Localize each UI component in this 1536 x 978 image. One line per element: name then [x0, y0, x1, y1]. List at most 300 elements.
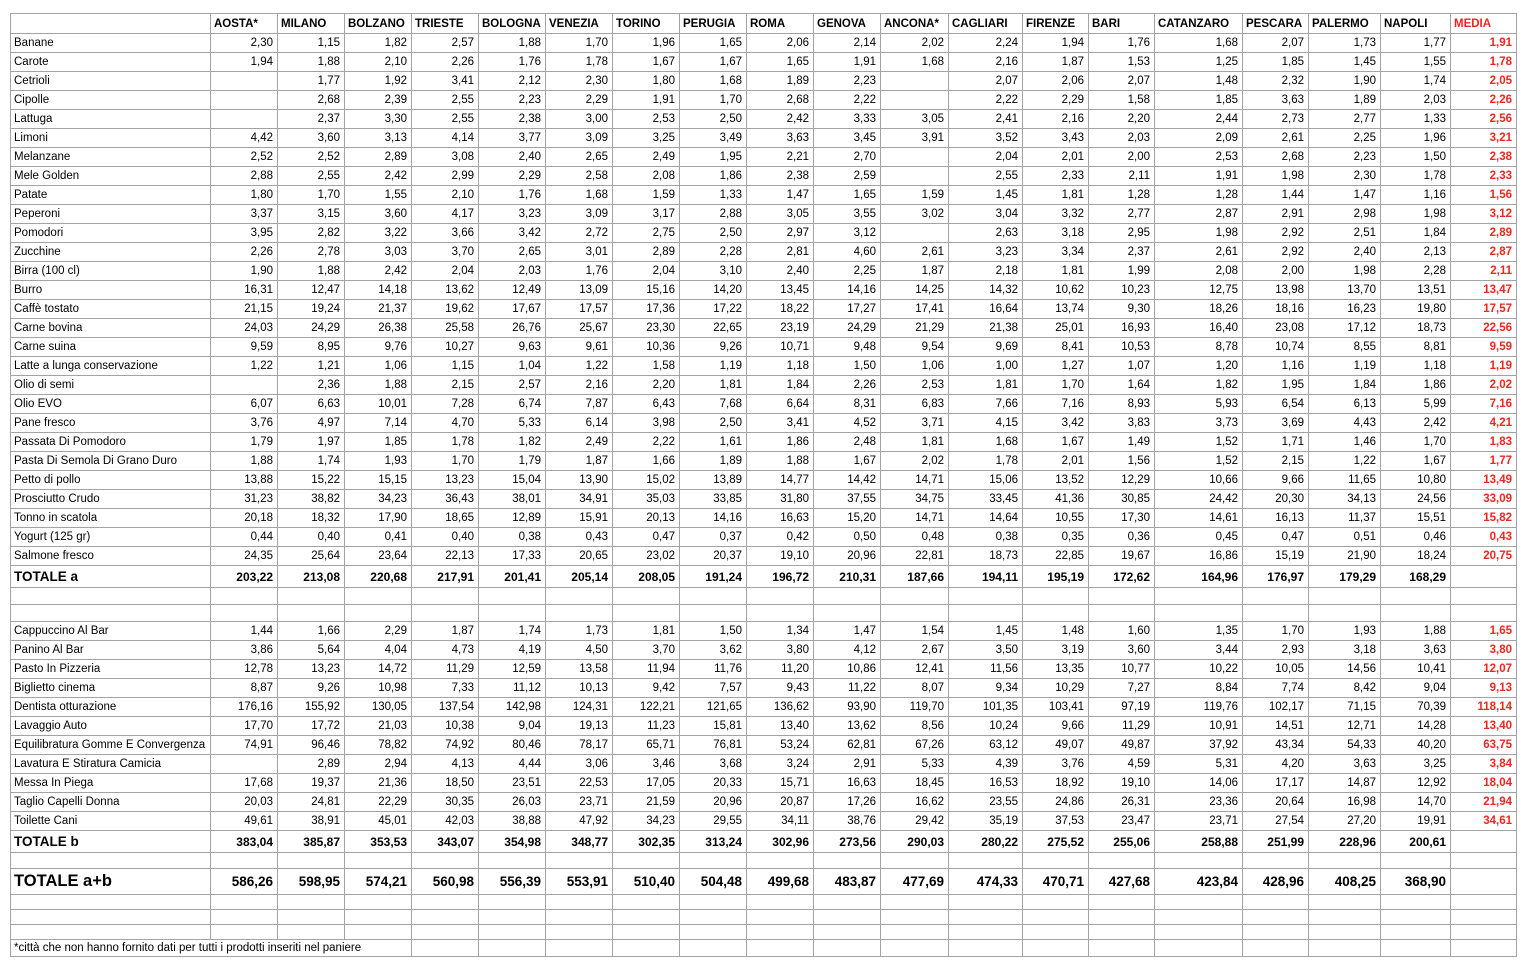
- price-cell[interactable]: 0,47: [613, 528, 680, 547]
- price-cell[interactable]: 195,19: [1023, 566, 1089, 588]
- price-cell[interactable]: 3,24: [747, 755, 814, 774]
- product-label[interactable]: Carote: [11, 53, 211, 72]
- price-cell[interactable]: 3,18: [1309, 641, 1381, 660]
- price-cell[interactable]: 2,53: [881, 376, 949, 395]
- price-cell[interactable]: 3,43: [1023, 129, 1089, 148]
- price-cell[interactable]: 2,03: [1089, 129, 1155, 148]
- price-cell[interactable]: 16,86: [1155, 547, 1243, 566]
- price-cell[interactable]: 8,87: [211, 679, 278, 698]
- price-cell[interactable]: 40,20: [1381, 736, 1451, 755]
- price-cell[interactable]: 12,89: [479, 509, 546, 528]
- price-cell[interactable]: 2,36: [278, 376, 345, 395]
- price-cell[interactable]: 2,77: [1309, 110, 1381, 129]
- price-cell[interactable]: 2,40: [747, 262, 814, 281]
- price-cell[interactable]: 70,39: [1381, 698, 1451, 717]
- price-cell[interactable]: 3,80: [747, 641, 814, 660]
- price-cell[interactable]: 6,64: [747, 395, 814, 414]
- price-cell[interactable]: 26,03: [479, 793, 546, 812]
- price-cell[interactable]: 1,76: [479, 53, 546, 72]
- price-cell[interactable]: 11,56: [949, 660, 1023, 679]
- price-cell[interactable]: 1,78: [1381, 167, 1451, 186]
- price-cell[interactable]: 354,98: [479, 831, 546, 853]
- price-cell[interactable]: 2,95: [1089, 224, 1155, 243]
- price-cell[interactable]: 2,06: [747, 34, 814, 53]
- media-cell[interactable]: 2,33: [1451, 167, 1517, 186]
- price-cell[interactable]: 1,45: [949, 622, 1023, 641]
- price-cell[interactable]: [881, 91, 949, 110]
- price-cell[interactable]: 38,01: [479, 490, 546, 509]
- price-cell[interactable]: 15,06: [949, 471, 1023, 490]
- price-cell[interactable]: 2,26: [211, 243, 278, 262]
- price-cell[interactable]: 13,90: [546, 471, 613, 490]
- empty-cell[interactable]: [1451, 910, 1517, 925]
- price-cell[interactable]: 33,85: [680, 490, 747, 509]
- price-cell[interactable]: 17,30: [1089, 509, 1155, 528]
- price-cell[interactable]: 8,42: [1309, 679, 1381, 698]
- price-cell[interactable]: 8,07: [881, 679, 949, 698]
- price-cell[interactable]: 2,55: [412, 110, 479, 129]
- empty-cell[interactable]: [747, 940, 814, 957]
- price-cell[interactable]: 3,42: [1023, 414, 1089, 433]
- empty-cell[interactable]: [881, 605, 949, 622]
- price-cell[interactable]: 1,73: [1309, 34, 1381, 53]
- price-cell[interactable]: 273,56: [814, 831, 881, 853]
- empty-cell[interactable]: [479, 910, 546, 925]
- price-cell[interactable]: 1,18: [1381, 357, 1451, 376]
- price-cell[interactable]: 2,70: [814, 148, 881, 167]
- price-cell[interactable]: 21,15: [211, 300, 278, 319]
- price-cell[interactable]: 2,07: [1243, 34, 1309, 53]
- price-cell[interactable]: 14,71: [881, 471, 949, 490]
- price-cell[interactable]: 14,72: [345, 660, 412, 679]
- price-cell[interactable]: 385,87: [278, 831, 345, 853]
- product-label[interactable]: Lattuga: [11, 110, 211, 129]
- media-cell[interactable]: 2,38: [1451, 148, 1517, 167]
- media-cell[interactable]: 2,05: [1451, 72, 1517, 91]
- empty-cell[interactable]: [211, 853, 278, 869]
- price-cell[interactable]: 19,67: [1089, 547, 1155, 566]
- price-cell[interactable]: 210,31: [814, 566, 881, 588]
- price-cell[interactable]: 2,94: [345, 755, 412, 774]
- price-cell[interactable]: 1,19: [1309, 357, 1381, 376]
- price-cell[interactable]: 1,18: [747, 357, 814, 376]
- product-label[interactable]: Latte a lunga conservazione: [11, 357, 211, 376]
- price-cell[interactable]: 74,91: [211, 736, 278, 755]
- empty-cell[interactable]: [345, 925, 412, 940]
- price-cell[interactable]: 3,10: [680, 262, 747, 281]
- empty-cell[interactable]: [1155, 940, 1243, 957]
- price-cell[interactable]: 16,40: [1155, 319, 1243, 338]
- price-cell[interactable]: 24,42: [1155, 490, 1243, 509]
- price-cell[interactable]: 2,09: [1155, 129, 1243, 148]
- price-cell[interactable]: 2,92: [1243, 224, 1309, 243]
- price-cell[interactable]: 0,36: [1089, 528, 1155, 547]
- price-cell[interactable]: 42,03: [412, 812, 479, 831]
- price-cell[interactable]: 553,91: [546, 869, 613, 895]
- price-cell[interactable]: 348,77: [546, 831, 613, 853]
- price-cell[interactable]: 20,30: [1243, 490, 1309, 509]
- price-cell[interactable]: 208,05: [613, 566, 680, 588]
- price-cell[interactable]: 3,62: [680, 641, 747, 660]
- price-cell[interactable]: 18,26: [1155, 300, 1243, 319]
- price-cell[interactable]: 4,60: [814, 243, 881, 262]
- price-cell[interactable]: 2,01: [1023, 452, 1089, 471]
- price-cell[interactable]: 3,50: [949, 641, 1023, 660]
- empty-cell[interactable]: [747, 588, 814, 605]
- empty-cell[interactable]: [546, 925, 613, 940]
- media-cell[interactable]: [1451, 566, 1517, 588]
- price-cell[interactable]: 2,50: [680, 224, 747, 243]
- price-cell[interactable]: 8,56: [881, 717, 949, 736]
- price-cell[interactable]: 8,95: [278, 338, 345, 357]
- price-cell[interactable]: 26,31: [1089, 793, 1155, 812]
- price-cell[interactable]: 1,89: [680, 452, 747, 471]
- price-cell[interactable]: 78,17: [546, 736, 613, 755]
- price-cell[interactable]: 14,18: [345, 281, 412, 300]
- price-cell[interactable]: 1,80: [613, 72, 680, 91]
- empty-cell[interactable]: [1381, 940, 1451, 957]
- price-cell[interactable]: 1,44: [211, 622, 278, 641]
- price-cell[interactable]: 213,08: [278, 566, 345, 588]
- price-cell[interactable]: 142,98: [479, 698, 546, 717]
- price-cell[interactable]: 12,59: [479, 660, 546, 679]
- empty-cell[interactable]: [949, 588, 1023, 605]
- media-cell[interactable]: 1,91: [1451, 34, 1517, 53]
- media-cell[interactable]: 2,89: [1451, 224, 1517, 243]
- price-cell[interactable]: 15,15: [345, 471, 412, 490]
- price-cell[interactable]: 1,22: [1309, 452, 1381, 471]
- price-cell[interactable]: 7,28: [412, 395, 479, 414]
- price-cell[interactable]: 2,67: [881, 641, 949, 660]
- price-cell[interactable]: 1,68: [949, 433, 1023, 452]
- empty-cell[interactable]: [211, 588, 278, 605]
- price-cell[interactable]: 16,98: [1309, 793, 1381, 812]
- price-cell[interactable]: 1,16: [1381, 186, 1451, 205]
- empty-cell[interactable]: [949, 605, 1023, 622]
- price-cell[interactable]: 164,96: [1155, 566, 1243, 588]
- price-cell[interactable]: 15,91: [546, 509, 613, 528]
- price-cell[interactable]: 2,28: [680, 243, 747, 262]
- price-cell[interactable]: 17,36: [613, 300, 680, 319]
- price-cell[interactable]: 17,72: [278, 717, 345, 736]
- price-cell[interactable]: 3,19: [1023, 641, 1089, 660]
- price-cell[interactable]: 18,73: [1381, 319, 1451, 338]
- price-cell[interactable]: 11,65: [1309, 471, 1381, 490]
- price-cell[interactable]: 119,70: [881, 698, 949, 717]
- empty-cell[interactable]: [814, 895, 881, 910]
- price-cell[interactable]: 1,82: [345, 34, 412, 53]
- product-label[interactable]: Lavatura E Stiratura Camicia: [11, 755, 211, 774]
- empty-cell[interactable]: [1381, 895, 1451, 910]
- price-cell[interactable]: 1,15: [278, 34, 345, 53]
- price-cell[interactable]: 1,87: [1023, 53, 1089, 72]
- price-cell[interactable]: 2,12: [479, 72, 546, 91]
- price-cell[interactable]: 34,11: [747, 812, 814, 831]
- price-cell[interactable]: 2,00: [1243, 262, 1309, 281]
- empty-cell[interactable]: [278, 925, 345, 940]
- price-cell[interactable]: 1,27: [1023, 357, 1089, 376]
- price-cell[interactable]: 1,56: [1089, 452, 1155, 471]
- price-cell[interactable]: 0,46: [1381, 528, 1451, 547]
- price-cell[interactable]: 2,22: [814, 91, 881, 110]
- empty-cell[interactable]: [949, 940, 1023, 957]
- price-cell[interactable]: 17,22: [680, 300, 747, 319]
- price-cell[interactable]: 176,16: [211, 698, 278, 717]
- price-cell[interactable]: 2,15: [1243, 452, 1309, 471]
- price-cell[interactable]: 2,22: [613, 433, 680, 452]
- price-cell[interactable]: 18,32: [278, 509, 345, 528]
- price-cell[interactable]: 428,96: [1243, 869, 1309, 895]
- product-label[interactable]: Biglietto cinema: [11, 679, 211, 698]
- price-cell[interactable]: 14,25: [881, 281, 949, 300]
- price-cell[interactable]: 1,91: [814, 53, 881, 72]
- price-cell[interactable]: 54,33: [1309, 736, 1381, 755]
- price-cell[interactable]: 121,65: [680, 698, 747, 717]
- price-cell[interactable]: 23,19: [747, 319, 814, 338]
- price-cell[interactable]: 205,14: [546, 566, 613, 588]
- price-cell[interactable]: 16,53: [949, 774, 1023, 793]
- price-cell[interactable]: 7,27: [1089, 679, 1155, 698]
- product-label[interactable]: Lavaggio Auto: [11, 717, 211, 736]
- price-cell[interactable]: 26,76: [479, 319, 546, 338]
- empty-cell[interactable]: [613, 605, 680, 622]
- empty-cell[interactable]: [747, 853, 814, 869]
- price-cell[interactable]: 1,76: [1089, 34, 1155, 53]
- price-cell[interactable]: 13,58: [546, 660, 613, 679]
- price-cell[interactable]: 4,50: [546, 641, 613, 660]
- product-label[interactable]: Salmone fresco: [11, 547, 211, 566]
- media-cell[interactable]: 2,26: [1451, 91, 1517, 110]
- price-cell[interactable]: 34,75: [881, 490, 949, 509]
- price-cell[interactable]: 10,22: [1155, 660, 1243, 679]
- empty-cell[interactable]: [1089, 940, 1155, 957]
- empty-cell[interactable]: [949, 910, 1023, 925]
- price-cell[interactable]: 1,76: [546, 262, 613, 281]
- price-cell[interactable]: 191,24: [680, 566, 747, 588]
- price-cell[interactable]: 2,41: [949, 110, 1023, 129]
- empty-cell[interactable]: [1309, 940, 1381, 957]
- price-cell[interactable]: 22,29: [345, 793, 412, 812]
- price-cell[interactable]: 2,68: [278, 91, 345, 110]
- price-cell[interactable]: 1,50: [1381, 148, 1451, 167]
- price-cell[interactable]: 1,98: [1381, 205, 1451, 224]
- empty-cell[interactable]: [613, 895, 680, 910]
- empty-cell[interactable]: [1155, 925, 1243, 940]
- product-label[interactable]: Banane: [11, 34, 211, 53]
- price-cell[interactable]: 1,84: [1381, 224, 1451, 243]
- media-cell[interactable]: 3,21: [1451, 129, 1517, 148]
- price-cell[interactable]: 6,13: [1309, 395, 1381, 414]
- price-cell[interactable]: 3,91: [881, 129, 949, 148]
- price-cell[interactable]: 20,65: [546, 547, 613, 566]
- price-cell[interactable]: 1,76: [479, 186, 546, 205]
- empty-cell[interactable]: [881, 853, 949, 869]
- price-cell[interactable]: 11,12: [479, 679, 546, 698]
- price-cell[interactable]: 1,94: [1023, 34, 1089, 53]
- price-cell[interactable]: 8,81: [1381, 338, 1451, 357]
- price-cell[interactable]: 1,52: [1155, 433, 1243, 452]
- price-cell[interactable]: 3,63: [1243, 91, 1309, 110]
- empty-cell[interactable]: [211, 605, 278, 622]
- product-label[interactable]: Messa In Piega: [11, 774, 211, 793]
- price-cell[interactable]: 2,22: [949, 91, 1023, 110]
- price-cell[interactable]: 1,28: [1089, 186, 1155, 205]
- price-cell[interactable]: 1,67: [1381, 452, 1451, 471]
- column-header-genova[interactable]: GENOVA: [814, 14, 881, 34]
- product-label[interactable]: Birra (100 cl): [11, 262, 211, 281]
- price-cell[interactable]: 1,22: [546, 357, 613, 376]
- empty-cell[interactable]: [546, 940, 613, 957]
- empty-cell[interactable]: [11, 853, 211, 869]
- price-cell[interactable]: 196,72: [747, 566, 814, 588]
- price-cell[interactable]: 10,66: [1155, 471, 1243, 490]
- price-cell[interactable]: 2,53: [613, 110, 680, 129]
- price-cell[interactable]: 34,13: [1309, 490, 1381, 509]
- price-cell[interactable]: 12,41: [881, 660, 949, 679]
- price-cell[interactable]: 2,89: [613, 243, 680, 262]
- price-cell[interactable]: 9,66: [1243, 471, 1309, 490]
- price-cell[interactable]: 1,53: [1089, 53, 1155, 72]
- price-cell[interactable]: 11,37: [1309, 509, 1381, 528]
- price-cell[interactable]: 35,03: [613, 490, 680, 509]
- price-cell[interactable]: 1,34: [747, 622, 814, 641]
- price-cell[interactable]: 1,81: [613, 622, 680, 641]
- price-cell[interactable]: 2,23: [814, 72, 881, 91]
- price-cell[interactable]: 24,86: [1023, 793, 1089, 812]
- price-cell[interactable]: 1,71: [1243, 433, 1309, 452]
- price-cell[interactable]: 53,24: [747, 736, 814, 755]
- price-cell[interactable]: 13,23: [412, 471, 479, 490]
- empty-cell[interactable]: [1089, 588, 1155, 605]
- price-cell[interactable]: 3,05: [747, 205, 814, 224]
- price-cell[interactable]: 1,93: [345, 452, 412, 471]
- column-header-media[interactable]: MEDIA: [1451, 14, 1517, 34]
- empty-cell[interactable]: [1451, 605, 1517, 622]
- price-cell[interactable]: 1,70: [278, 186, 345, 205]
- price-cell[interactable]: 586,26: [211, 869, 278, 895]
- price-cell[interactable]: 383,04: [211, 831, 278, 853]
- product-label[interactable]: Cetrioli: [11, 72, 211, 91]
- price-cell[interactable]: 1,88: [345, 376, 412, 395]
- price-cell[interactable]: 1,88: [278, 53, 345, 72]
- empty-cell[interactable]: [11, 925, 211, 940]
- price-cell[interactable]: 1,48: [1155, 72, 1243, 91]
- price-cell[interactable]: 5,93: [1155, 395, 1243, 414]
- price-cell[interactable]: 3,01: [546, 243, 613, 262]
- price-cell[interactable]: 14,16: [680, 509, 747, 528]
- price-cell[interactable]: 2,61: [1243, 129, 1309, 148]
- price-cell[interactable]: 2,29: [479, 167, 546, 186]
- price-cell[interactable]: 4,19: [479, 641, 546, 660]
- price-cell[interactable]: 477,69: [881, 869, 949, 895]
- price-cell[interactable]: 1,49: [1089, 433, 1155, 452]
- price-cell[interactable]: 2,16: [949, 53, 1023, 72]
- price-cell[interactable]: 27,54: [1243, 812, 1309, 831]
- empty-cell[interactable]: [1089, 853, 1155, 869]
- price-cell[interactable]: 18,50: [412, 774, 479, 793]
- empty-cell[interactable]: [345, 588, 412, 605]
- price-cell[interactable]: 10,27: [412, 338, 479, 357]
- price-cell[interactable]: 23,08: [1243, 319, 1309, 338]
- price-cell[interactable]: 1,74: [479, 622, 546, 641]
- empty-cell[interactable]: [1023, 925, 1089, 940]
- price-cell[interactable]: 3,69: [1243, 414, 1309, 433]
- empty-cell[interactable]: [11, 588, 211, 605]
- price-cell[interactable]: 2,44: [1155, 110, 1243, 129]
- empty-cell[interactable]: [1243, 853, 1309, 869]
- price-cell[interactable]: 1,06: [881, 357, 949, 376]
- column-header-perugia[interactable]: PERUGIA: [680, 14, 747, 34]
- price-cell[interactable]: 155,92: [278, 698, 345, 717]
- product-label[interactable]: Peperoni: [11, 205, 211, 224]
- price-cell[interactable]: 3,98: [613, 414, 680, 433]
- price-cell[interactable]: 3,86: [211, 641, 278, 660]
- price-cell[interactable]: 3,49: [680, 129, 747, 148]
- empty-cell[interactable]: [546, 853, 613, 869]
- price-cell[interactable]: 3,23: [479, 205, 546, 224]
- price-cell[interactable]: 2,48: [814, 433, 881, 452]
- empty-cell[interactable]: [1309, 605, 1381, 622]
- price-cell[interactable]: 499,68: [747, 869, 814, 895]
- empty-cell[interactable]: [1309, 925, 1381, 940]
- price-cell[interactable]: 14,56: [1309, 660, 1381, 679]
- product-label[interactable]: Limoni: [11, 129, 211, 148]
- price-cell[interactable]: 1,67: [814, 452, 881, 471]
- price-cell[interactable]: 1,70: [1023, 376, 1089, 395]
- price-cell[interactable]: 136,62: [747, 698, 814, 717]
- empty-cell[interactable]: [1309, 895, 1381, 910]
- price-cell[interactable]: 1,73: [546, 622, 613, 641]
- price-cell[interactable]: 23,51: [479, 774, 546, 793]
- price-cell[interactable]: 14,70: [1381, 793, 1451, 812]
- price-cell[interactable]: 25,01: [1023, 319, 1089, 338]
- empty-cell[interactable]: [680, 588, 747, 605]
- price-cell[interactable]: 18,16: [1243, 300, 1309, 319]
- price-cell[interactable]: 17,33: [479, 547, 546, 566]
- price-cell[interactable]: 4,59: [1089, 755, 1155, 774]
- price-cell[interactable]: 2,97: [747, 224, 814, 243]
- price-cell[interactable]: 2,55: [278, 167, 345, 186]
- price-cell[interactable]: 8,84: [1155, 679, 1243, 698]
- price-cell[interactable]: 130,05: [345, 698, 412, 717]
- price-cell[interactable]: 3,60: [1089, 641, 1155, 660]
- price-cell[interactable]: 1,64: [1089, 376, 1155, 395]
- price-cell[interactable]: 10,55: [1023, 509, 1089, 528]
- price-cell[interactable]: 23,47: [1089, 812, 1155, 831]
- price-cell[interactable]: 15,20: [814, 509, 881, 528]
- price-cell[interactable]: 1,98: [1243, 167, 1309, 186]
- empty-cell[interactable]: [1243, 925, 1309, 940]
- media-cell[interactable]: 9,13: [1451, 679, 1517, 698]
- price-cell[interactable]: 423,84: [1155, 869, 1243, 895]
- price-cell[interactable]: [881, 72, 949, 91]
- price-cell[interactable]: 1,81: [1023, 186, 1089, 205]
- empty-cell[interactable]: [11, 605, 211, 622]
- price-cell[interactable]: 13,88: [211, 471, 278, 490]
- price-cell[interactable]: 4,15: [949, 414, 1023, 433]
- price-cell[interactable]: 17,05: [613, 774, 680, 793]
- empty-cell[interactable]: [814, 605, 881, 622]
- price-cell[interactable]: 1,85: [345, 433, 412, 452]
- price-cell[interactable]: 11,22: [814, 679, 881, 698]
- price-cell[interactable]: 3,18: [1023, 224, 1089, 243]
- price-cell[interactable]: 302,96: [747, 831, 814, 853]
- empty-cell[interactable]: [1023, 940, 1089, 957]
- price-cell[interactable]: 7,33: [412, 679, 479, 698]
- price-cell[interactable]: 1,67: [613, 53, 680, 72]
- price-cell[interactable]: 2,87: [1155, 205, 1243, 224]
- price-cell[interactable]: 9,04: [479, 717, 546, 736]
